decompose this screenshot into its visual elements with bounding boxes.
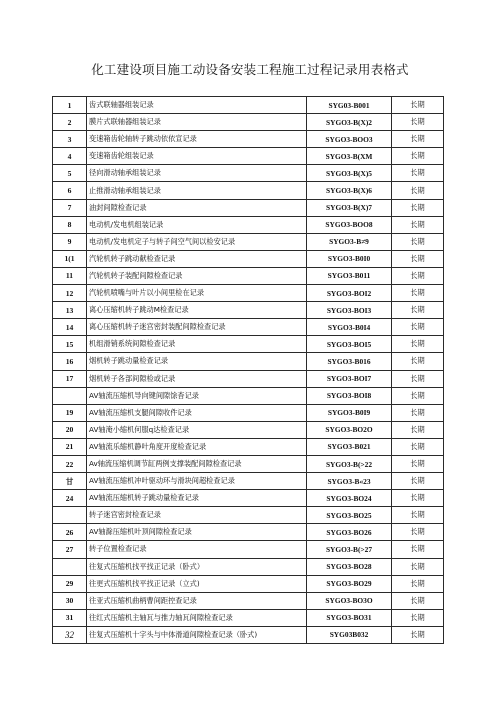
record-name: 电动机/发电机定子与转子间空气间以检安记录 — [87, 233, 307, 250]
retention-period: 长期 — [392, 165, 444, 182]
table-row — [53, 575, 444, 592]
record-name: 烟机转子各部间隙检或记录 — [87, 370, 307, 387]
row-number: 22 — [53, 455, 87, 472]
record-name: AV轴流压缩机转子跳动量检查记录 — [87, 490, 307, 507]
retention-period: 长期 — [392, 575, 444, 592]
form-code: SYGO3-BO3O — [307, 592, 392, 609]
form-code: SYGO3-BO26 — [307, 524, 392, 541]
row-number: 8 — [53, 216, 87, 233]
form-code: SYGO3-BO2O — [307, 421, 392, 438]
table-row — [53, 387, 444, 404]
retention-period: 长期 — [392, 387, 444, 404]
form-code: SYGO3-B0I4 — [307, 319, 392, 336]
form-code: SYGO3-BO24 — [307, 490, 392, 507]
table-row — [53, 609, 444, 626]
row-number: 2 — [53, 114, 87, 131]
record-name: AV轴流压缩机导向键间隙馀杳记录 — [87, 387, 307, 404]
table-row — [53, 524, 444, 541]
retention-period: 长期 — [392, 558, 444, 575]
table-row — [53, 131, 444, 148]
record-name: AV轴流乐缩机静叶角度开度检查记录 — [87, 438, 307, 455]
retention-period: 长期 — [392, 609, 444, 626]
retention-period: 长期 — [392, 97, 444, 114]
retention-period: 长期 — [392, 182, 444, 199]
retention-period: 长期 — [392, 216, 444, 233]
records-table-body — [53, 97, 444, 644]
retention-period: 长期 — [392, 250, 444, 267]
form-code: SYGO3-BOI5 — [307, 336, 392, 353]
row-number — [53, 387, 87, 404]
form-code: SYGO3-B0I0 — [307, 250, 392, 267]
table-row — [53, 592, 444, 609]
table-row — [53, 370, 444, 387]
record-name: AV轴流压缩机冲叶驱动环与滑块间超检查记录 — [87, 473, 307, 490]
record-name: 转子迷宫密封检查记录 — [87, 507, 307, 524]
record-name: 汽轮机转子跳动献检查记录 — [87, 250, 307, 267]
table-row — [53, 404, 444, 421]
record-name: 变速箱齿轮组装记录 — [87, 148, 307, 165]
record-name: 齿式联轴器组装记录 — [87, 97, 307, 114]
row-number: 24 — [53, 490, 87, 507]
table-row — [53, 97, 444, 114]
record-name: 离心压缩机转子跳动M检查记录 — [87, 302, 307, 319]
record-name: 油封间隙检查记录 — [87, 199, 307, 216]
row-number: 17 — [53, 370, 87, 387]
record-name: 往亚式压缩机曲柄曹间距控查记录 — [87, 592, 307, 609]
row-number: 3 — [53, 131, 87, 148]
row-number: 19 — [53, 404, 87, 421]
table-row — [53, 541, 444, 558]
retention-period: 长期 — [392, 421, 444, 438]
row-number: 26 — [53, 524, 87, 541]
record-name: 膜片式联轴器组装记录 — [87, 114, 307, 131]
record-name: 转子位置检查记录 — [87, 541, 307, 558]
row-number: 15 — [53, 336, 87, 353]
retention-period: 长期 — [392, 524, 444, 541]
retention-period: 长期 — [392, 507, 444, 524]
row-number: 14 — [53, 319, 87, 336]
retention-period: 长期 — [392, 233, 444, 250]
form-code: SYGO3-B011 — [307, 267, 392, 284]
row-number: 甘 — [53, 473, 87, 490]
record-name: 变速箱齿轮轴转子跳动依依宣记录 — [87, 131, 307, 148]
retention-period: 长期 — [392, 353, 444, 370]
form-code: SYGO3-B(X)2 — [307, 114, 392, 131]
form-code: SYGO3-B≠9 — [307, 233, 392, 250]
document-title: 化工建设项目施工动设备安装工程施工过程记录用表格式 — [91, 62, 409, 77]
form-code: SYGO3-BOI7 — [307, 370, 392, 387]
form-code: SYGO3-B021 — [307, 438, 392, 455]
record-name: 往红式压缩机主轴瓦与推力轴瓦间隙检查记录 — [87, 609, 307, 626]
table-row — [53, 455, 444, 472]
retention-period: 长期 — [392, 404, 444, 421]
record-name: 往复式压缩机找平找正记录（卧式） — [87, 558, 307, 575]
row-number — [53, 507, 87, 524]
row-number: 11 — [53, 267, 87, 284]
row-number: 32 — [53, 626, 87, 643]
record-name: 机组滑销系统间隙检查记录 — [87, 336, 307, 353]
retention-period: 长期 — [392, 592, 444, 609]
record-name: 汽轮机转子装配间隙检查记录 — [87, 267, 307, 284]
retention-period: 长期 — [392, 626, 444, 643]
form-code: SYGO3-BOI3 — [307, 302, 392, 319]
retention-period: 长期 — [392, 455, 444, 472]
row-number: 5 — [53, 165, 87, 182]
retention-period: 长期 — [392, 267, 444, 284]
row-number — [53, 558, 87, 575]
table-row — [53, 216, 444, 233]
form-code: SYGO3-BOO8 — [307, 216, 392, 233]
form-code: SYG03B032 — [307, 626, 392, 643]
retention-period: 长期 — [392, 302, 444, 319]
row-number: 29 — [53, 575, 87, 592]
retention-period: 长期 — [392, 336, 444, 353]
row-number: 4 — [53, 148, 87, 165]
record-name: 止推滑动轴承组装记录 — [87, 182, 307, 199]
form-code: SYGO3-BOI8 — [307, 387, 392, 404]
row-number: 21 — [53, 438, 87, 455]
records-table — [52, 96, 444, 644]
record-name: 径向滑动轴承组装记录 — [87, 165, 307, 182]
record-name: 汽轮机喷嘴与叶片以小间里检在记录 — [87, 285, 307, 302]
form-code: SYGO3-BO29 — [307, 575, 392, 592]
form-code: SYGO3-B(X)5 — [307, 165, 392, 182]
retention-period: 长期 — [392, 438, 444, 455]
record-name: 烟机转子跳动量检查记录 — [87, 353, 307, 370]
retention-period: 长期 — [392, 370, 444, 387]
table-row — [53, 438, 444, 455]
row-number: 31 — [53, 609, 87, 626]
form-code: SYGO3-B0I9 — [307, 404, 392, 421]
table-row — [53, 285, 444, 302]
table-row — [53, 473, 444, 490]
form-code: SYGO3-B(XM — [307, 148, 392, 165]
row-number: 13 — [53, 302, 87, 319]
row-number: 6 — [53, 182, 87, 199]
record-name: Av轴流压缩机调节缸两例支撑装配间隙检查记录 — [87, 455, 307, 472]
form-code: SYGO3-B(X)6 — [307, 182, 392, 199]
table-row — [53, 302, 444, 319]
retention-period: 长期 — [392, 473, 444, 490]
form-code: SYG03-B001 — [307, 97, 392, 114]
table-row — [53, 267, 444, 284]
retention-period: 长期 — [392, 148, 444, 165]
table-row — [53, 250, 444, 267]
form-code: SYGO3-BO25 — [307, 507, 392, 524]
table-row — [53, 165, 444, 182]
form-code: SYGO3-B(>27 — [307, 541, 392, 558]
record-name: AV轴流压缩机支腿间隙收件记录 — [87, 404, 307, 421]
form-code: SYGO3-BOO3 — [307, 131, 392, 148]
row-number: 27 — [53, 541, 87, 558]
table-row — [53, 182, 444, 199]
retention-period: 长期 — [392, 114, 444, 131]
retention-period: 长期 — [392, 319, 444, 336]
retention-period: 长期 — [392, 131, 444, 148]
row-number: 1 — [53, 97, 87, 114]
form-code: SYGO3-BOI2 — [307, 285, 392, 302]
retention-period: 长期 — [392, 490, 444, 507]
record-name: 往复式压缩机十字头与中体滑道间隙检查记录（卧式) — [87, 626, 307, 643]
record-name: AV轴滁压缩机叶顶间隙检查记录 — [87, 524, 307, 541]
table-row — [53, 148, 444, 165]
retention-period: 长期 — [392, 285, 444, 302]
record-name: 往更式压缩机找平找正记录（立式) — [87, 575, 307, 592]
table-row — [53, 626, 444, 643]
row-number: 16 — [53, 353, 87, 370]
retention-period: 长期 — [392, 541, 444, 558]
form-code: SYGO3-BO28 — [307, 558, 392, 575]
table-row — [53, 114, 444, 131]
table-row — [53, 353, 444, 370]
row-number: 30 — [53, 592, 87, 609]
table-row — [53, 199, 444, 216]
record-name: 离心压缩机转子迷宫密封装配间隙检查记录 — [87, 319, 307, 336]
row-number: 12 — [53, 285, 87, 302]
form-code: SYGO3-B(X)7 — [307, 199, 392, 216]
table-row — [53, 233, 444, 250]
row-number: 7 — [53, 199, 87, 216]
table-row — [53, 336, 444, 353]
record-name: 电动机/发电机组装记录 — [87, 216, 307, 233]
form-code: SYGO3-BO31 — [307, 609, 392, 626]
retention-period: 长期 — [392, 199, 444, 216]
form-code: SYGO3-B«23 — [307, 473, 392, 490]
form-code: SYGO3-B016 — [307, 353, 392, 370]
form-code: SYGO3-B(>22 — [307, 455, 392, 472]
record-name: AV轴淹小缩机何服q达检查记录 — [87, 421, 307, 438]
row-number: 20 — [53, 421, 87, 438]
table-row — [53, 558, 444, 575]
row-number: 9 — [53, 233, 87, 250]
table-row — [53, 319, 444, 336]
table-row — [53, 490, 444, 507]
row-number: 1(1 — [53, 250, 87, 267]
table-row — [53, 421, 444, 438]
table-row — [53, 507, 444, 524]
